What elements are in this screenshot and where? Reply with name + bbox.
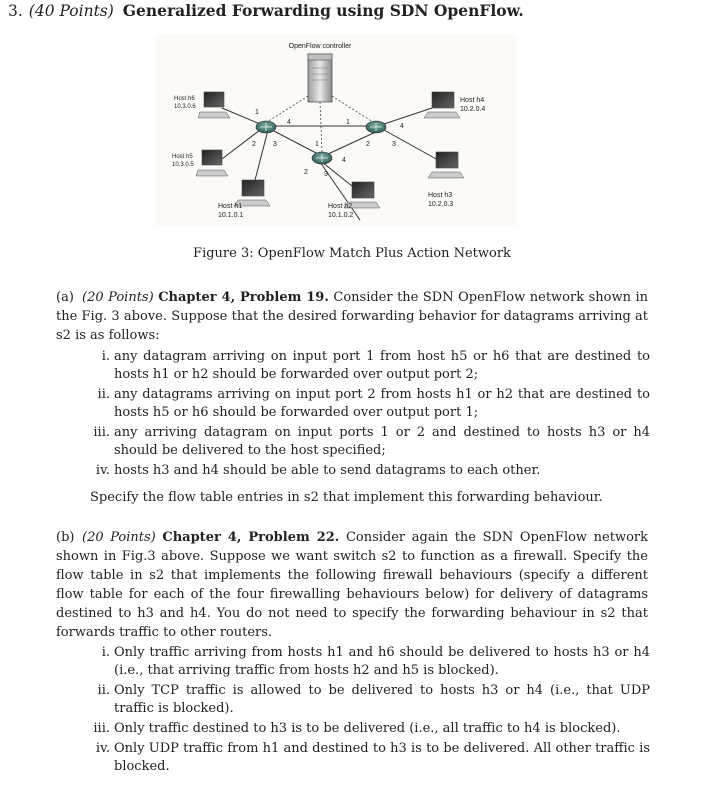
- figure-caption: Figure 3: OpenFlow Match Plus Action Network: [193, 246, 511, 261]
- list-item-numeral: iii.: [93, 425, 110, 440]
- list-item-text: any arriving datagram on input ports 1 or 2 and destined to hosts h3 or h4 should be delivered to the host specified;: [114, 425, 650, 458]
- list-item-text: hosts h3 and h4 should be able to send datagrams to each other.: [114, 463, 541, 478]
- switch-s1-icon: [256, 121, 276, 133]
- list-item-text: any datagrams arriving on input port 2 from hosts h1 or h2 that are destined to hosts h5 or h6 should be forwarded over output port 1;: [114, 387, 650, 420]
- part-b-text: Consider again the SDN OpenFlow network shown in Fig.3 above. Suppose we want switch s2 to function as a firewall. Specify the flow table in s2 that implements the following firewall behaviours (specify a different flow table for each of the four firewalling behaviours below) for delivery of datagrams destined to h3 and h4. You do not need to specify the forwarding behaviour in s2 that forwards traffic to other routers.: [56, 530, 648, 640]
- part-b-label: (b): [56, 530, 75, 545]
- part-a-intro: [56, 288, 648, 345]
- list-item: [90, 462, 650, 480]
- list-item: [90, 644, 650, 680]
- host-h1-name: Host h1: [218, 203, 243, 210]
- host-h5-name: Host h5: [172, 154, 193, 160]
- port-label: 3: [392, 141, 396, 148]
- part-a-text: Consider the SDN OpenFlow network shown in the Fig. 3 above. Suppose that the desired forwarding behavior for datagrams arriving at s2 is as follows:: [56, 290, 649, 343]
- host-h4-ip: 10.2.0.4: [460, 106, 486, 113]
- port-label: 3: [273, 141, 277, 148]
- controller-label: OpenFlow controller: [288, 43, 352, 50]
- part-a-label: (a): [56, 290, 74, 305]
- part-a-points: (20 Points): [82, 290, 154, 305]
- list-item-numeral: i.: [101, 645, 110, 660]
- part-b-points: (20 Points): [82, 530, 156, 545]
- list-item: [90, 348, 650, 384]
- question-number: 3.: [8, 2, 23, 20]
- port-label: 4: [400, 123, 404, 130]
- control-links: [264, 96, 376, 152]
- host-h3-name: Host h3: [428, 192, 453, 199]
- part-b-chapter: Chapter 4, Problem 22.: [162, 530, 340, 545]
- switch-s3-icon: [366, 121, 386, 133]
- part-a-list: [90, 348, 650, 482]
- list-item-text: Only traffic arriving from hosts h1 and h6 should be delivered to hosts h3 or h4 (i.e., that arriving traffic from hosts h2 and h5 is blocked).: [114, 645, 650, 678]
- port-label: 2: [366, 141, 370, 148]
- host-h3-icon: [428, 152, 464, 178]
- host-h6-name: Host h6: [174, 96, 195, 102]
- host-h5-ip: 10.3.0.5: [172, 162, 194, 168]
- host-h4-name: Host h4: [460, 97, 485, 104]
- host-h6-ip: 10.3.0.6: [174, 104, 196, 110]
- list-item-text: any datagram arriving on input port 1 from host h5 or h6 that are destined to hosts h1 or h2 should be forwarded over output port 2;: [114, 349, 650, 382]
- host-h1-ip: 10.1.0.1: [218, 212, 244, 219]
- controller-server-icon: [308, 54, 332, 102]
- host-h5-icon: [196, 150, 228, 176]
- list-item: [90, 720, 650, 738]
- port-label: 2: [304, 169, 308, 176]
- port-label: 4: [287, 119, 291, 126]
- list-item-numeral: ii.: [97, 683, 110, 698]
- list-item-text: Only TCP traffic is allowed to be delivered to hosts h3 or h4 (i.e., that UDP traffic is blocked).: [114, 683, 650, 716]
- port-label: 3: [324, 171, 328, 178]
- list-item-numeral: ii.: [97, 387, 110, 402]
- host-h6-icon: [198, 92, 230, 118]
- port-labels: [252, 109, 404, 178]
- host-h4-icon: [424, 92, 460, 118]
- list-item-numeral: i.: [101, 349, 110, 364]
- part-a-closing: Specify the flow table entries in s2 that implement this forwarding behaviour.: [90, 490, 603, 505]
- question-points: (40 Points): [28, 2, 114, 20]
- port-label: 1: [315, 141, 319, 148]
- host-h2-ip: 10.1.0.2: [328, 212, 354, 219]
- port-label: 1: [346, 119, 350, 126]
- network-diagram: [156, 34, 516, 226]
- list-item-text: Only traffic destined to h3 is to be delivered (i.e., all traffic to h4 is blocked).: [114, 721, 621, 736]
- port-label: 4: [342, 157, 346, 164]
- list-item-numeral: iii.: [93, 721, 110, 736]
- switch-s2-icon: [312, 152, 332, 164]
- host-h2-name: Host h2: [328, 203, 353, 210]
- host-h3-ip: 10.2.0.3: [428, 201, 454, 208]
- port-label: 1: [255, 109, 259, 116]
- network-figure: [156, 34, 516, 226]
- list-item: [90, 682, 650, 718]
- list-item-numeral: iv.: [95, 741, 110, 756]
- part-b-intro: [56, 528, 648, 642]
- question-title: Generalized Forwarding using SDN OpenFlow.: [122, 1, 524, 20]
- list-item: [90, 424, 650, 460]
- list-item-numeral: iv.: [95, 463, 110, 478]
- question-heading: [8, 1, 524, 20]
- port-label: 2: [252, 141, 256, 148]
- list-item: [90, 386, 650, 422]
- part-a-chapter: Chapter 4, Problem 19.: [158, 290, 329, 305]
- part-b-list: [90, 644, 650, 778]
- list-item: [90, 740, 650, 776]
- list-item-text: Only UDP traffic from h1 and destined to h3 is to be delivered. All other traffic is blocked.: [114, 741, 650, 774]
